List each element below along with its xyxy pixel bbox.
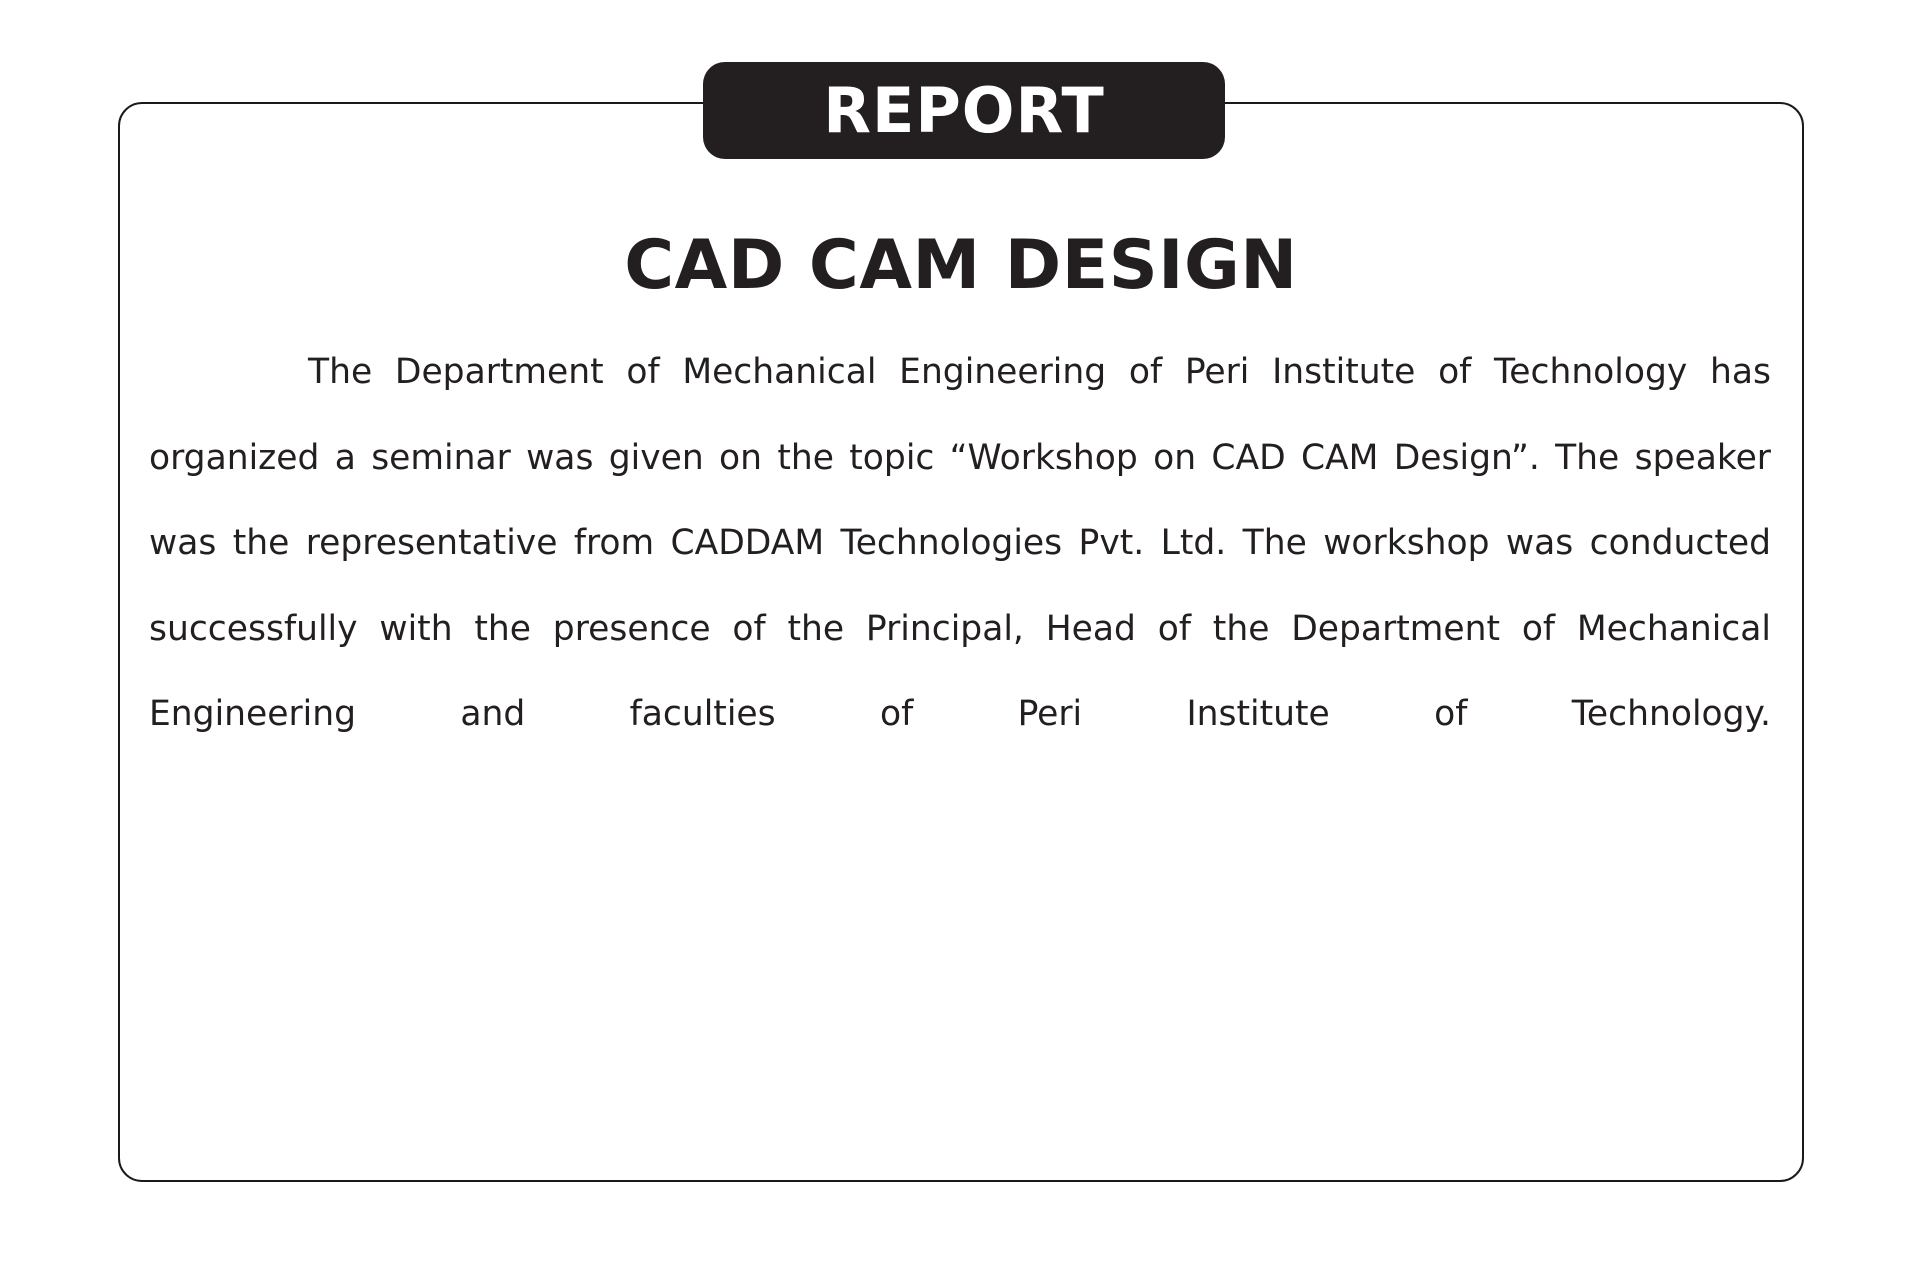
report-header-label: REPORT [823,73,1105,147]
document-title: CAD CAM DESIGN [624,226,1298,305]
document-body-paragraph: The Department of Mechanical Engineering of Peri Institute of Technology has organized a seminar was given on the topic “Workshop on CAD CAM Design”. The speaker was the representative from CADDAM Technologies Pvt. Ltd. The workshop was conducted successfully with the presence of the Principal, Head of the Department of Mechanical Engineering and faculties of Peri Institute of Technology. [149,352,1771,734]
report-header-tab [703,62,1225,159]
